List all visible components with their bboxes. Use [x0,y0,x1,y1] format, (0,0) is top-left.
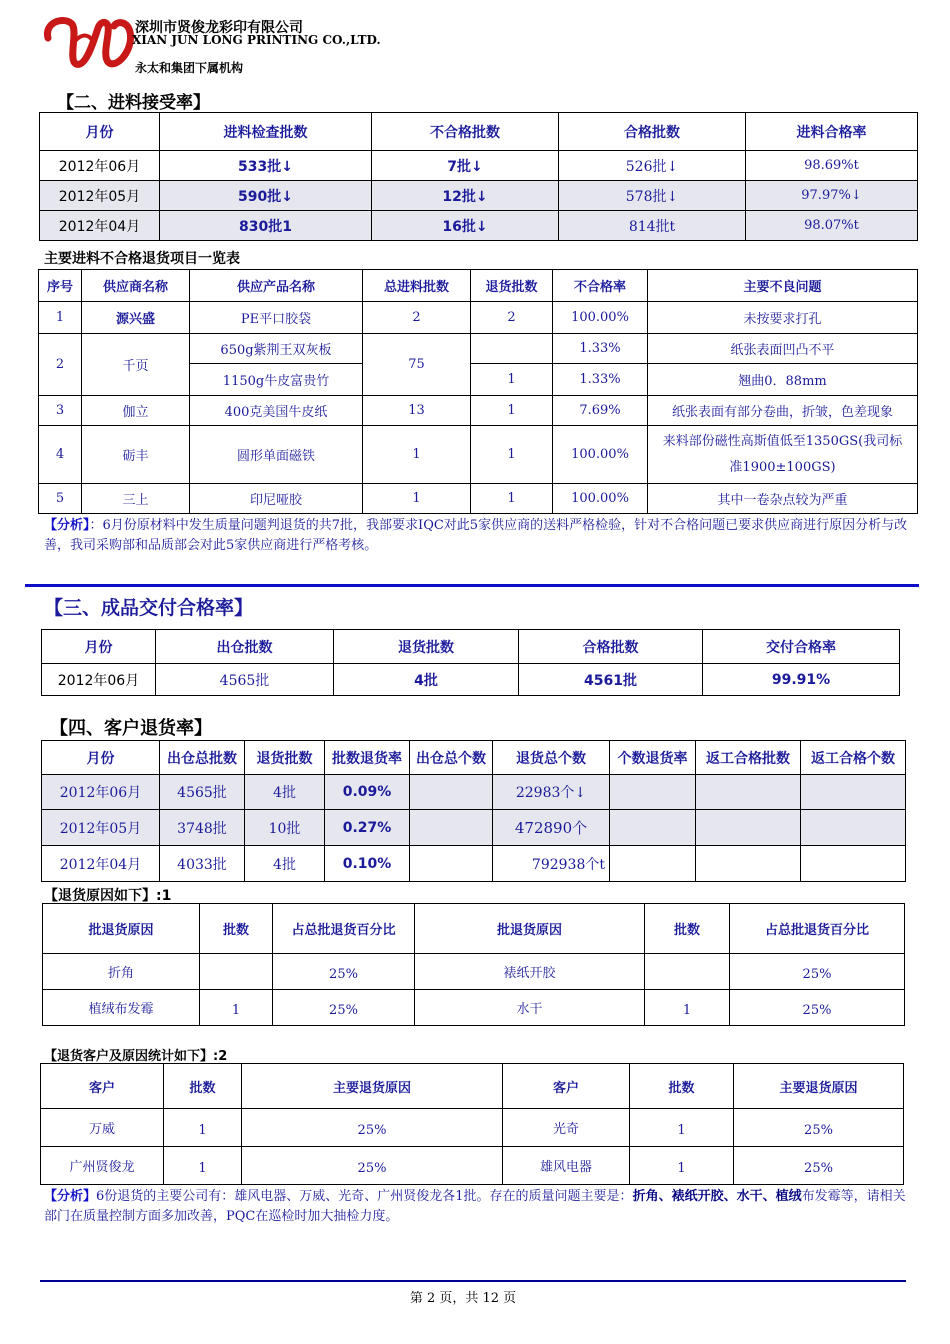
delivery-pass-table [41,629,900,696]
fail-rate: 100.00% [553,426,648,484]
rate-cell: 98.07%t [746,211,918,241]
count-cell [200,954,273,990]
col-header: 合格批数 [519,630,703,664]
company-name-en: XIAN JUN LONG PRINTING CO.,LTD. [132,33,381,47]
page-number: 第 2 页，共 12 页 [409,1291,517,1306]
col-header: 客户 [503,1064,630,1109]
col-header: 批数退货率 [325,741,410,775]
row-number: 5 [39,484,82,514]
count-cell: 1 [164,1147,242,1185]
col-header: 批退货原因 [415,904,645,954]
batch-return-rate: 0.10% [325,846,410,882]
col-header: 月份 [42,741,160,775]
rework-units [801,775,906,810]
col-header: 合格批数 [559,113,746,151]
issue-line: 准1900±100GS) [729,459,836,475]
row-number: 4 [39,426,82,484]
col-header: 主要不良问题 [648,270,918,302]
section-4-title: 【四、客户退货率】 [50,718,212,739]
fail-rate: 7.69% [553,396,648,426]
analysis-text: 6份退货的主要公司有：雄风电器、万威、光奇、广州贤俊龙各1批。存在的质量问题主要是： [96,1189,633,1204]
product-name: 1150g牛皮富贵竹 [190,364,363,396]
return-reasons-title: 【退货原因如下】:1 [44,888,172,904]
reason-cell: 植绒布发霉 [43,990,200,1026]
table-row [41,1147,904,1185]
table-row [42,664,900,696]
reason-cell: 25% [242,1109,503,1147]
main-issue: 纸张表面凹凸不平 [648,334,918,364]
shipped-units [410,810,493,846]
customer-cell: 光奇 [503,1109,630,1147]
reason-cell: 水干 [415,990,645,1026]
shipped-batches: 4565批 [160,775,245,810]
company-logo [42,10,137,72]
table-row [43,954,905,990]
col-header: 占总批退货百分比 [273,904,415,954]
returned-batches: 4批 [245,775,325,810]
inspected-cell: 830批1 [160,211,372,241]
passed-cell: 578批↓ [559,181,746,211]
main-issue [648,426,918,484]
col-header: 返工合格批数 [696,741,801,775]
section-3-title: 【三、成品交付合格率】 [44,597,254,619]
subsidiary-note: 永太和集团下属机构 [135,61,244,75]
main-issue: 翘曲0．88mm [648,364,918,396]
row-number: 1 [39,302,82,334]
row-number: 3 [39,396,82,426]
total-batches: 2 [363,302,471,334]
table-row [39,302,918,334]
col-header: 退货总个数 [493,741,610,775]
product-name: 400克美国牛皮纸 [190,396,363,426]
batch-return-rate: 0.27% [325,810,410,846]
passed-cell: 526批↓ [559,151,746,181]
col-header: 总进料批数 [363,270,471,302]
failed-cell: 7批↓ [372,151,559,181]
count-cell: 1 [164,1109,242,1147]
product-name: 650g紫荆王双灰板 [190,334,363,364]
percent-cell: 25% [730,990,905,1026]
col-header: 退货批数 [245,741,325,775]
percent-cell: 25% [273,990,415,1026]
col-header: 供应商名称 [82,270,190,302]
month-cell: 2012年04月 [42,846,160,882]
batch-return-rate: 0.09% [325,775,410,810]
passed-cell: 814批t [559,211,746,241]
col-header: 批数 [200,904,273,954]
main-issue: 其中一卷杂点较为严重 [648,484,918,514]
col-header: 出仓总个数 [410,741,493,775]
supplier-reject-table [38,269,918,514]
returned-batches: 1 [471,426,553,484]
returned-batches: 10批 [245,810,325,846]
fail-rate: 1.33% [553,334,648,364]
table-row [40,211,918,241]
fail-rate: 1.33% [553,364,648,396]
count-cell: 1 [200,990,273,1026]
col-header: 供应产品名称 [190,270,363,302]
shipped-units [410,846,493,882]
table-row [42,775,906,810]
table-row [41,1109,904,1147]
table-row [39,396,918,426]
col-header: 批数 [630,1064,734,1109]
table-row [42,846,906,882]
unit-return-rate [610,846,696,882]
table-row [39,484,918,514]
customer-return-table [41,740,906,882]
returned-cell: 4批 [334,664,519,696]
shipped-cell: 4565批 [156,664,334,696]
reason-cell: 折角 [43,954,200,990]
main-issue: 纸张表面有部分卷曲，折皱，色差现象 [648,396,918,426]
month-cell: 2012年05月 [40,181,160,211]
table-row [39,426,918,484]
customer-cell: 广州贤俊龙 [41,1147,164,1185]
customer-cell: 万威 [41,1109,164,1147]
count-cell: 1 [630,1109,734,1147]
month-cell: 2012年05月 [42,810,160,846]
col-header: 个数退货率 [610,741,696,775]
rate-cell: 97.97%↓ [746,181,918,211]
shipped-units [410,775,493,810]
percent-cell: 25% [273,954,415,990]
col-header: 月份 [40,113,160,151]
reason-cell: 25% [242,1147,503,1185]
table-row [42,810,906,846]
col-header: 月份 [42,630,156,664]
col-header: 不合格批数 [372,113,559,151]
col-header: 主要退货原因 [734,1064,904,1109]
month-cell: 2012年06月 [42,775,160,810]
returned-batches: 1 [471,364,553,396]
supplier-name: 砺丰 [82,426,190,484]
reason-cell: 裱纸开胶 [415,954,645,990]
col-header: 退货批数 [471,270,553,302]
customer-stats-title: 【退货客户及原因统计如下】:2 [44,1049,228,1064]
inspected-cell: 590批↓ [160,181,372,211]
returned-batches: 1 [471,396,553,426]
analysis-note-2 [44,1187,906,1227]
count-cell [645,954,730,990]
main-issue: 未按要求打孔 [648,302,918,334]
analysis-tag: 【分析】 [44,518,90,533]
customer-cell: 雄风电器 [503,1147,630,1185]
percent-cell: 25% [730,954,905,990]
returned-units: 792938个t [493,846,610,882]
customer-stats-table [40,1063,904,1185]
supplier-name: 伽立 [82,396,190,426]
incoming-acceptance-table [39,112,918,241]
product-name: 圆形单面磁铁 [190,426,363,484]
table-row [39,334,918,364]
issue-line: 来料部份磁性高斯值低至1350GS(我司标 [662,433,903,449]
inspected-cell: 533批↓ [160,151,372,181]
reason-cell: 25% [734,1109,904,1147]
col-header: 序号 [39,270,82,302]
total-batches: 13 [363,396,471,426]
col-header: 占总批退货百分比 [730,904,905,954]
supplier-name: 三上 [82,484,190,514]
shipped-batches: 3748批 [160,810,245,846]
table-row [40,151,918,181]
col-header: 客户 [41,1064,164,1109]
month-cell: 2012年04月 [40,211,160,241]
total-batches: 75 [363,334,471,396]
supplier-name: 千页 [82,334,190,396]
supplier-name: 源兴盛 [82,302,190,334]
returned-batches: 1 [471,484,553,514]
analysis-text: ：6月份原材料中发生质量问题判退货的共7批，我部要求IQC对此5家供应商的送料严格检验，针对不合格问题已要求供应商进行原因分析与改善，我司采购部和品质部会对此5家供应商进行严格考核。 [44,518,908,553]
returned-batches [471,334,553,364]
col-header: 出仓总批数 [160,741,245,775]
analysis-note-1 [44,516,910,556]
return-reasons-table [42,903,905,1026]
col-header: 返工合格个数 [801,741,906,775]
analysis-tag: 【分析】 [44,1189,97,1204]
product-name: 印尼哑胶 [190,484,363,514]
rework-units [801,846,906,882]
rework-batches [696,810,801,846]
table-row [40,181,918,211]
footer-divider [40,1280,906,1282]
count-cell: 1 [630,1147,734,1185]
section-2-title: 【二、进料接受率】 [57,93,210,113]
col-header: 主要退货原因 [242,1064,503,1109]
reject-list-title: 主要进料不合格退货项目一览表 [44,251,240,267]
month-cell: 2012年06月 [40,151,160,181]
failed-cell: 12批↓ [372,181,559,211]
rework-batches [696,775,801,810]
rework-batches [696,846,801,882]
returned-batches: 4批 [245,846,325,882]
col-header: 退货批数 [334,630,519,664]
returned-batches: 2 [471,302,553,334]
col-header: 交付合格率 [703,630,900,664]
reason-cell: 25% [734,1147,904,1185]
failed-cell: 16批↓ [372,211,559,241]
company-name-cn: 深圳市贤俊龙彩印有限公司 [135,20,303,36]
month-cell: 2012年06月 [42,664,156,696]
total-batches: 1 [363,426,471,484]
col-header: 出仓批数 [156,630,334,664]
analysis-text: 布发霉等，请相关部门在质量控制方面多加改善，PQC在巡检时加大抽检力度。 [44,1189,906,1224]
fail-rate: 100.00% [553,302,648,334]
count-cell: 1 [645,990,730,1026]
rework-units [801,810,906,846]
total-batches: 1 [363,484,471,514]
returned-units: 22983个↓ [493,775,610,810]
fail-rate: 100.00% [553,484,648,514]
product-name: PE平口胶袋 [190,302,363,334]
col-header: 批数 [645,904,730,954]
passed-cell: 4561批 [519,664,703,696]
shipped-batches: 4033批 [160,846,245,882]
col-header: 进料检查批数 [160,113,372,151]
row-number: 2 [39,334,82,396]
unit-return-rate [610,775,696,810]
section-divider [25,584,919,587]
col-header: 进料合格率 [746,113,918,151]
rate-cell: 99.91% [703,664,900,696]
col-header: 批数 [164,1064,242,1109]
col-header: 不合格率 [553,270,648,302]
col-header: 批退货原因 [43,904,200,954]
analysis-emphasis: 折角、裱纸开胶、水干、植绒 [632,1189,802,1204]
table-row [43,990,905,1026]
returned-units: 472890个 [493,810,610,846]
rate-cell: 98.69%t [746,151,918,181]
unit-return-rate [610,810,696,846]
